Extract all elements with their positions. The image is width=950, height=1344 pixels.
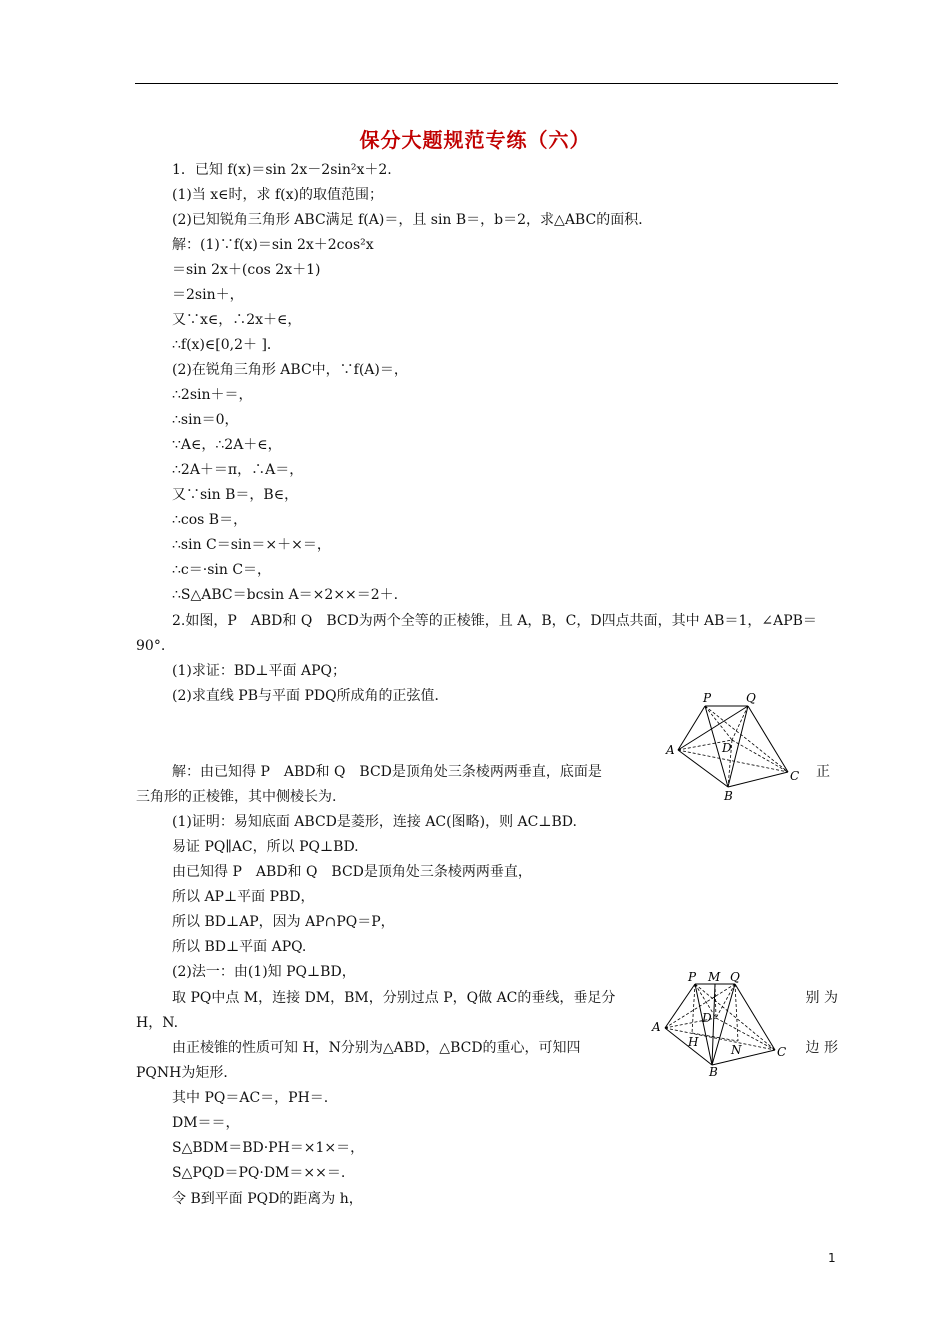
text-line: (1)当 x∈时，求 f(x)的取值范围； — [172, 187, 383, 203]
vertex-label: A — [652, 1020, 661, 1034]
vertex-label: Q — [746, 691, 756, 705]
vertex-label: N — [731, 1043, 742, 1057]
page-title: 保分大题规范专练（六） — [359, 128, 591, 152]
vertex-label: B — [724, 789, 733, 803]
text-line: 1．已知 f(x)＝sin 2x－2sin²x＋2. — [172, 162, 392, 178]
vertex-label: P — [688, 970, 697, 984]
text-line: (2)在锐角三角形 ABC中，∵f(A)＝， — [172, 362, 408, 378]
vertex-label: M — [708, 970, 721, 984]
text-line: ∴sin C＝sin＝×＋×＝， — [172, 537, 331, 553]
text-line: 解：(1)∵f(x)＝sin 2x＋2cos²x — [172, 237, 374, 253]
text-line: ∴S△ABC＝bcsin A＝×2××＝2＋. — [172, 587, 399, 603]
text-line: 又∵x∈，∴2x＋∈， — [172, 312, 302, 328]
vertex-label: C — [777, 1045, 787, 1059]
vertex-label: D — [722, 741, 732, 755]
vertex-label: B — [709, 1065, 718, 1079]
text-line: (2)求直线 PB与平面 PDQ所成角的正弦值． — [172, 688, 449, 704]
text-line: (1)求证：BD⊥平面 APQ； — [172, 663, 346, 679]
text-line: 所以 BD⊥AP，因为 AP∩PQ＝P， — [172, 914, 395, 930]
header-rule — [135, 83, 838, 84]
text-line: 三角形的正棱锥，其中侧棱长为. — [136, 789, 337, 805]
text-line: ＝sin 2x＋(cos 2x＋1) — [172, 262, 321, 278]
text-line: ＝2sin＋， — [172, 287, 244, 303]
text-line: ∴2A＋＝π，∴A＝， — [172, 462, 304, 478]
text-line: ∴2sin＋＝， — [172, 387, 253, 403]
text-line: 别 为 — [805, 990, 838, 1006]
text-line: 所以 AP⊥平面 PBD， — [172, 889, 315, 905]
pyramid-figure-2 — [650, 968, 800, 1083]
vertex-label: P — [703, 691, 712, 705]
text-line: 由正棱锥的性质可知 H，N分别为△ABD，△BCD的重心，可知四 — [172, 1040, 581, 1056]
text-line: ∵A∈，∴2A＋∈， — [172, 437, 282, 453]
text-line: ∴sin＝0， — [172, 412, 239, 428]
page-number: 1 — [828, 1251, 836, 1265]
text-line: S△BDM＝BD·PH＝×1×＝， — [172, 1140, 365, 1156]
vertex-label: D — [702, 1011, 712, 1025]
text-line: 由已知得 P ABD和 Q BCD是顶角处三条棱两两垂直， — [172, 864, 532, 880]
text-line: PQNH为矩形． — [136, 1065, 238, 1081]
text-line: 正 — [816, 764, 830, 780]
text-line: ∴f(x)∈[0,2＋ ]． — [172, 337, 281, 353]
vertex-label: A — [666, 743, 675, 757]
vertex-label: Q — [730, 970, 740, 984]
text-line: 所以 BD⊥平面 APQ. — [172, 939, 307, 955]
vertex-label: C — [790, 769, 800, 783]
text-line: 2.如图，P ABD和 Q BCD为两个全等的正棱锥，且 A，B，C，D四点共面，其中 AB＝1，∠APB＝ — [172, 613, 817, 629]
text-line: 易证 PQ∥AC，所以 PQ⊥BD. — [172, 839, 359, 855]
text-line: 90°. — [136, 638, 166, 654]
text-line: H，N. — [136, 1015, 179, 1031]
text-line: 边 形 — [805, 1040, 838, 1056]
text-line: 取 PQ中点 M，连接 DM，BM，分别过点 P，Q做 AC的垂线，垂足分 — [172, 990, 616, 1006]
text-line: (2)已知锐角三角形 ABC满足 f(A)＝，且 sin B＝，b＝2，求△ABC的面积． — [172, 212, 653, 228]
text-line: (1)证明：易知底面 ABCD是菱形，连接 AC(图略)，则 AC⊥BD. — [172, 814, 577, 830]
text-line: S△PQD＝PQ·DM＝××＝. — [172, 1165, 346, 1181]
text-line: 又∵sin B＝，B∈， — [172, 487, 299, 503]
text-line: ∴cos B＝， — [172, 512, 248, 528]
text-line: ∴c＝·sin C＝， — [172, 562, 272, 578]
vertex-label: H — [688, 1035, 699, 1049]
pyramid-figure-1 — [660, 690, 810, 805]
text-line: 令 B到平面 PQD的距离为 h， — [172, 1191, 363, 1207]
text-line: (2)法一：由(1)知 PQ⊥BD， — [172, 964, 356, 980]
text-line: 其中 PQ＝AC＝，PH＝. — [172, 1090, 329, 1106]
text-line: DM＝＝， — [172, 1115, 240, 1131]
text-line: 解：由已知得 P ABD和 Q BCD是顶角处三条棱两两垂直，底面是 — [172, 764, 602, 780]
